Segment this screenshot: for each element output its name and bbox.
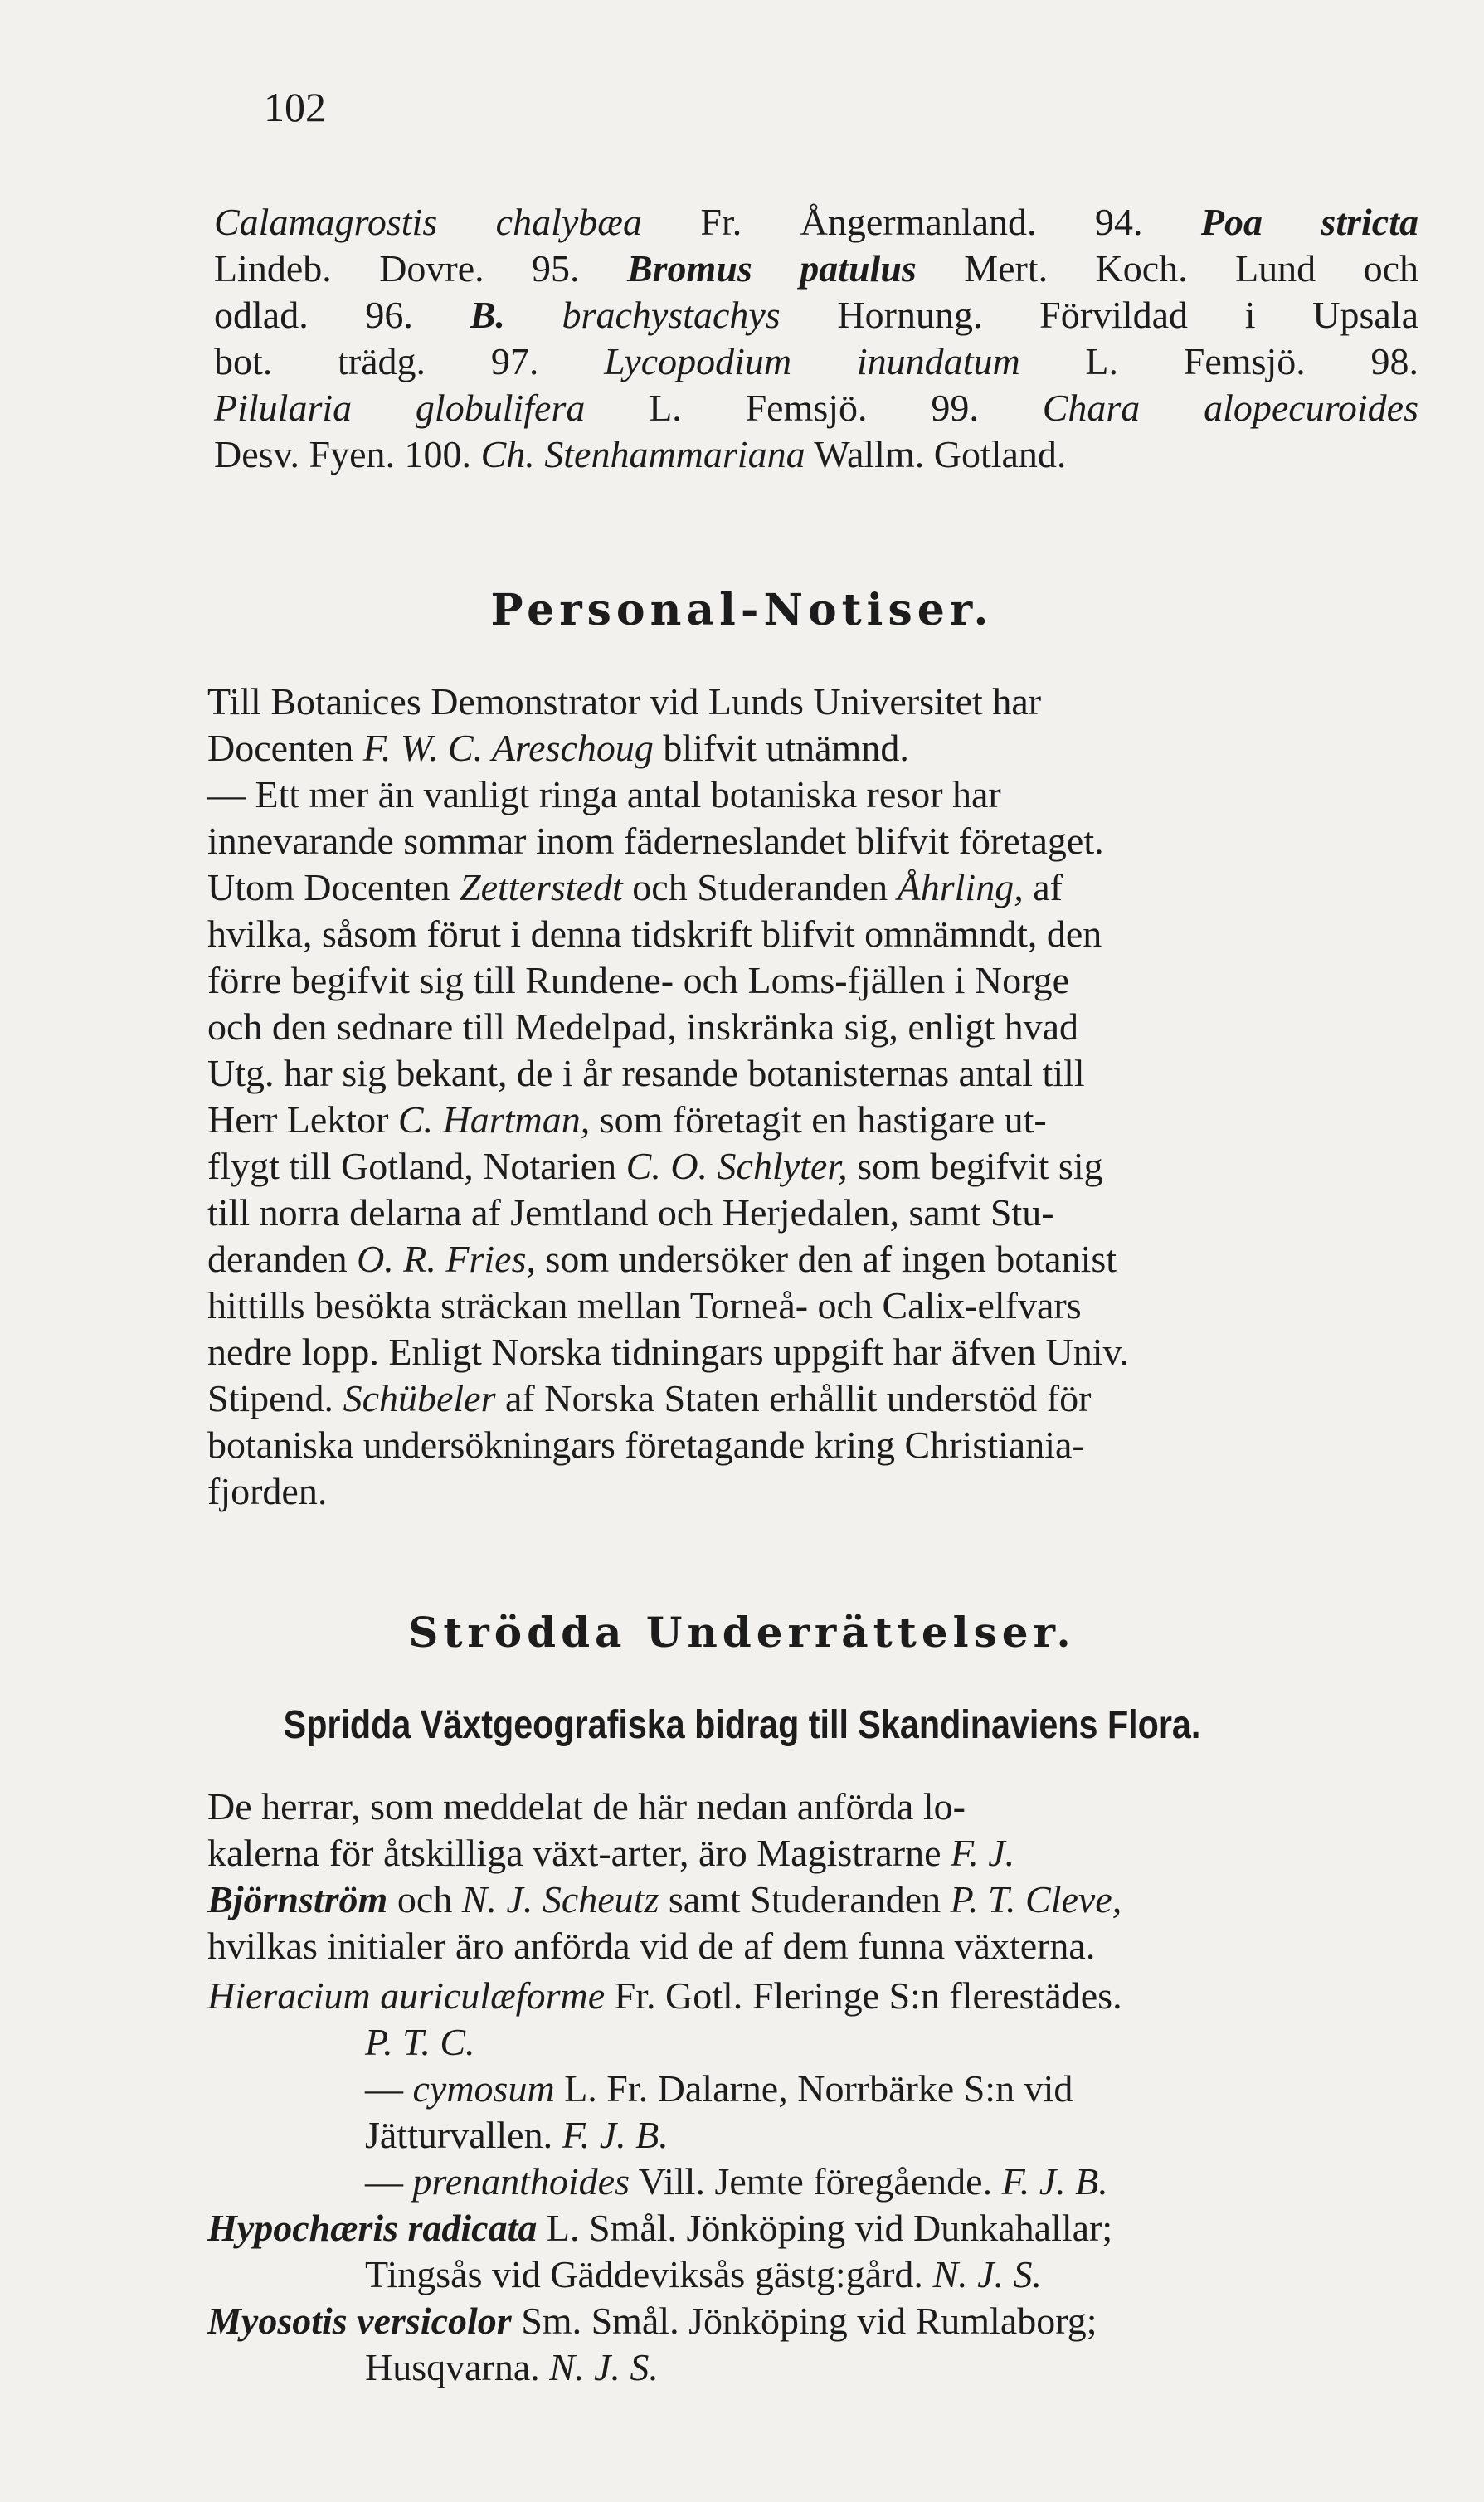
text-run: Herr Lektor <box>207 1098 398 1141</box>
text-line <box>207 1468 1418 1515</box>
italic-run: F. J. B. <box>562 2114 669 2156</box>
page-number: 102 <box>264 84 326 130</box>
text-line <box>214 338 1418 385</box>
text-run: nedre lopp. Enligt Norska tidningars uppgift har äfven Univ. <box>207 1331 1129 1373</box>
text-line <box>207 2066 1418 2112</box>
text-line <box>207 1830 1418 1876</box>
text-run: Hornung. Förvildad i Upsala <box>780 294 1419 336</box>
text-run: Stipend. <box>207 1377 343 1419</box>
text-run: L. Femsjö. 99. <box>585 387 1043 429</box>
text-line <box>207 1283 1418 1329</box>
text-run: Husqvarna. <box>365 2346 550 2388</box>
text-run <box>505 294 562 336</box>
italic-run: N. J. S. <box>932 2253 1043 2295</box>
italic-run: prenanthoides <box>412 2160 630 2203</box>
text-line <box>207 1190 1418 1236</box>
text-line <box>207 1375 1418 1422</box>
italic-run: O. R. Fries, <box>357 1238 536 1280</box>
italic-run: Pilularia globulifera <box>214 387 586 429</box>
text-line <box>207 1050 1418 1097</box>
text-run: Utg. har sig bekant, de i år resande botanisternas antal till <box>207 1052 1085 1094</box>
text-line <box>207 772 1418 818</box>
text-line <box>207 957 1418 1004</box>
text-run: deranden <box>207 1238 358 1280</box>
text-run: af <box>1023 866 1063 908</box>
text-line <box>207 864 1418 911</box>
text-line <box>207 2019 1418 2066</box>
text-line <box>214 431 1418 478</box>
italic-run: Schübeler <box>343 1377 496 1419</box>
text-line <box>207 2344 1418 2391</box>
italic-run: Björnström <box>207 1878 388 1920</box>
text-line <box>207 1236 1418 1283</box>
text-run: Utom Docenten <box>207 866 460 908</box>
text-run: till norra delarna af Jemtland och Herjedalen, samt Stu- <box>207 1191 1054 1234</box>
italic-run: C. Hartman, <box>397 1098 591 1141</box>
text-line <box>207 1004 1418 1050</box>
article-intro <box>207 1784 1418 1969</box>
text-line <box>207 2205 1418 2251</box>
text-run: — <box>365 2067 413 2110</box>
text-run: L. Fr. Dalarne, Norrbärke S:n vid <box>554 2067 1073 2110</box>
text-run: som företagit en hastigare ut- <box>590 1098 1047 1141</box>
text-run: Wallm. Gotland. <box>805 433 1067 475</box>
italic-run: B. <box>470 294 505 336</box>
text-run: Till Botanices Demonstrator vid Lunds Universitet har <box>207 680 1042 723</box>
italic-run: N. J. Scheutz <box>461 1878 659 1920</box>
text-run: Vill. Jemte föregående. <box>630 2160 1002 2203</box>
text-run: botaniska undersökningars företagande kring Christiania- <box>207 1424 1085 1466</box>
italic-run: Poa stricta <box>1200 201 1418 243</box>
italic-run: Myosotis versicolor <box>207 2300 512 2342</box>
text-run: L. Smål. Jönköping vid Dunkahallar; <box>537 2207 1113 2249</box>
italic-run: Calamagrostis chalybæa <box>214 201 642 243</box>
text-line <box>214 292 1418 338</box>
text-run: hvilkas initialer äro anförda vid de af dem funna växterna. <box>207 1925 1096 1967</box>
text-run: bot. trädg. 97. <box>214 340 605 382</box>
italic-run: Lycopodium inundatum <box>604 340 1020 382</box>
text-line <box>207 1329 1418 1375</box>
text-run: innevarande sommar inom fäderneslandet blifvit företaget. <box>207 820 1104 862</box>
text-run: kalerna för åtskilliga växt-arter, äro Magistrarne <box>207 1832 951 1874</box>
italic-run: cymosum <box>412 2067 555 2110</box>
italic-run: Chara alopecuroides <box>1042 387 1418 429</box>
text-line <box>214 246 1418 292</box>
text-run: — Ett mer än vanligt ringa antal botaniska resor har <box>207 773 1001 815</box>
text-run: Fr. Ångermanland. 94. <box>641 201 1201 243</box>
text-line <box>207 818 1418 864</box>
section-heading-personal: Personal-Notiser. <box>490 585 994 635</box>
italic-run: Hypochæris radicata <box>207 2207 538 2249</box>
text-run: Desv. Fyen. 100. <box>214 433 481 475</box>
text-line <box>207 1143 1418 1190</box>
text-run: Tingsås vid Gäddeviksås gästg:gård. <box>365 2253 933 2295</box>
personal-notices-text <box>207 679 1418 1515</box>
italic-run: C. O. Schlyter, <box>625 1145 848 1187</box>
species-localities <box>207 1973 1418 2391</box>
text-run: L. Femsjö. 98. <box>1019 340 1419 382</box>
text-run: odlad. 96. <box>214 294 470 336</box>
text-line <box>207 2251 1418 2298</box>
text-run: och Studeranden <box>622 866 898 908</box>
text-run: och <box>387 1878 462 1920</box>
italic-run: N. J. S. <box>549 2346 659 2388</box>
text-line <box>214 385 1418 431</box>
text-line <box>207 1923 1418 1969</box>
text-run: som undersöker den af ingen botanist <box>536 1238 1117 1280</box>
text-line <box>207 1097 1418 1143</box>
italic-run: F. J. B. <box>1001 2160 1108 2203</box>
text-run: som begifvit sig <box>847 1145 1103 1187</box>
section-heading-misc: Strödda Underrättelser. <box>408 1608 1076 1657</box>
text-run: blifvit utnämnd. <box>653 727 909 769</box>
text-run: Lindeb. Dovre. 95. <box>214 247 627 290</box>
text-run: samt Studeranden <box>659 1878 951 1920</box>
text-line <box>207 679 1418 725</box>
italic-run: F. W. C. Areschoug <box>362 727 654 769</box>
italic-run: Bromus patulus <box>626 247 917 290</box>
text-run: Fr. Gotl. Fleringe S:n flerestädes. <box>605 1974 1122 2017</box>
text-line <box>207 911 1418 957</box>
italic-run: P. T. C. <box>365 2021 475 2063</box>
text-line <box>214 199 1418 246</box>
text-run: och den sednare till Medelpad, inskränka sig, enligt hvad <box>207 1005 1079 1048</box>
text-run: — <box>365 2160 413 2203</box>
italic-run: F. J. <box>951 1832 1015 1874</box>
species-list-continued <box>214 199 1418 478</box>
text-run: Docenten <box>207 727 363 769</box>
text-line <box>207 1876 1418 1923</box>
italic-run: Hieracium auriculæforme <box>207 1974 606 2017</box>
text-run: af Norska Staten erhållit understöd för <box>495 1377 1092 1419</box>
text-line <box>207 1422 1418 1468</box>
text-run: hvilka, såsom förut i denna tidskrift blifvit omnämndt, den <box>207 913 1102 955</box>
text-line <box>207 2298 1418 2344</box>
italic-run: Åhrling, <box>897 866 1024 908</box>
text-run: förre begifvit sig till Rundene- och Loms-fjällen i Norge <box>207 959 1069 1001</box>
text-run: Mert. Koch. Lund och <box>916 247 1418 290</box>
italic-run: P. T. Cleve, <box>950 1878 1122 1920</box>
text-run: fjorden. <box>207 1470 328 1512</box>
text-run: Sm. Smål. Jönköping vid Rumlaborg; <box>511 2300 1097 2342</box>
text-line <box>207 2112 1418 2159</box>
italic-run: Zetterstedt <box>460 866 623 908</box>
article-title: Spridda Växtgeografiska bidrag till Skandinaviens Flora. <box>283 1703 1201 1747</box>
text-run: Jätturvallen. <box>365 2114 562 2156</box>
text-run: hittills besökta sträckan mellan Torneå- och Calix-elfvars <box>207 1284 1082 1326</box>
italic-run: brachystachys <box>562 294 781 336</box>
text-run: flygt till Gotland, Notarien <box>207 1145 626 1187</box>
italic-run: Ch. Stenhammariana <box>480 433 805 475</box>
text-line <box>207 2159 1418 2205</box>
text-run: De herrar, som meddelat de här nedan anförda lo- <box>207 1785 966 1828</box>
text-line <box>207 1784 1418 1830</box>
text-line <box>207 1973 1418 2019</box>
text-line <box>207 725 1418 772</box>
